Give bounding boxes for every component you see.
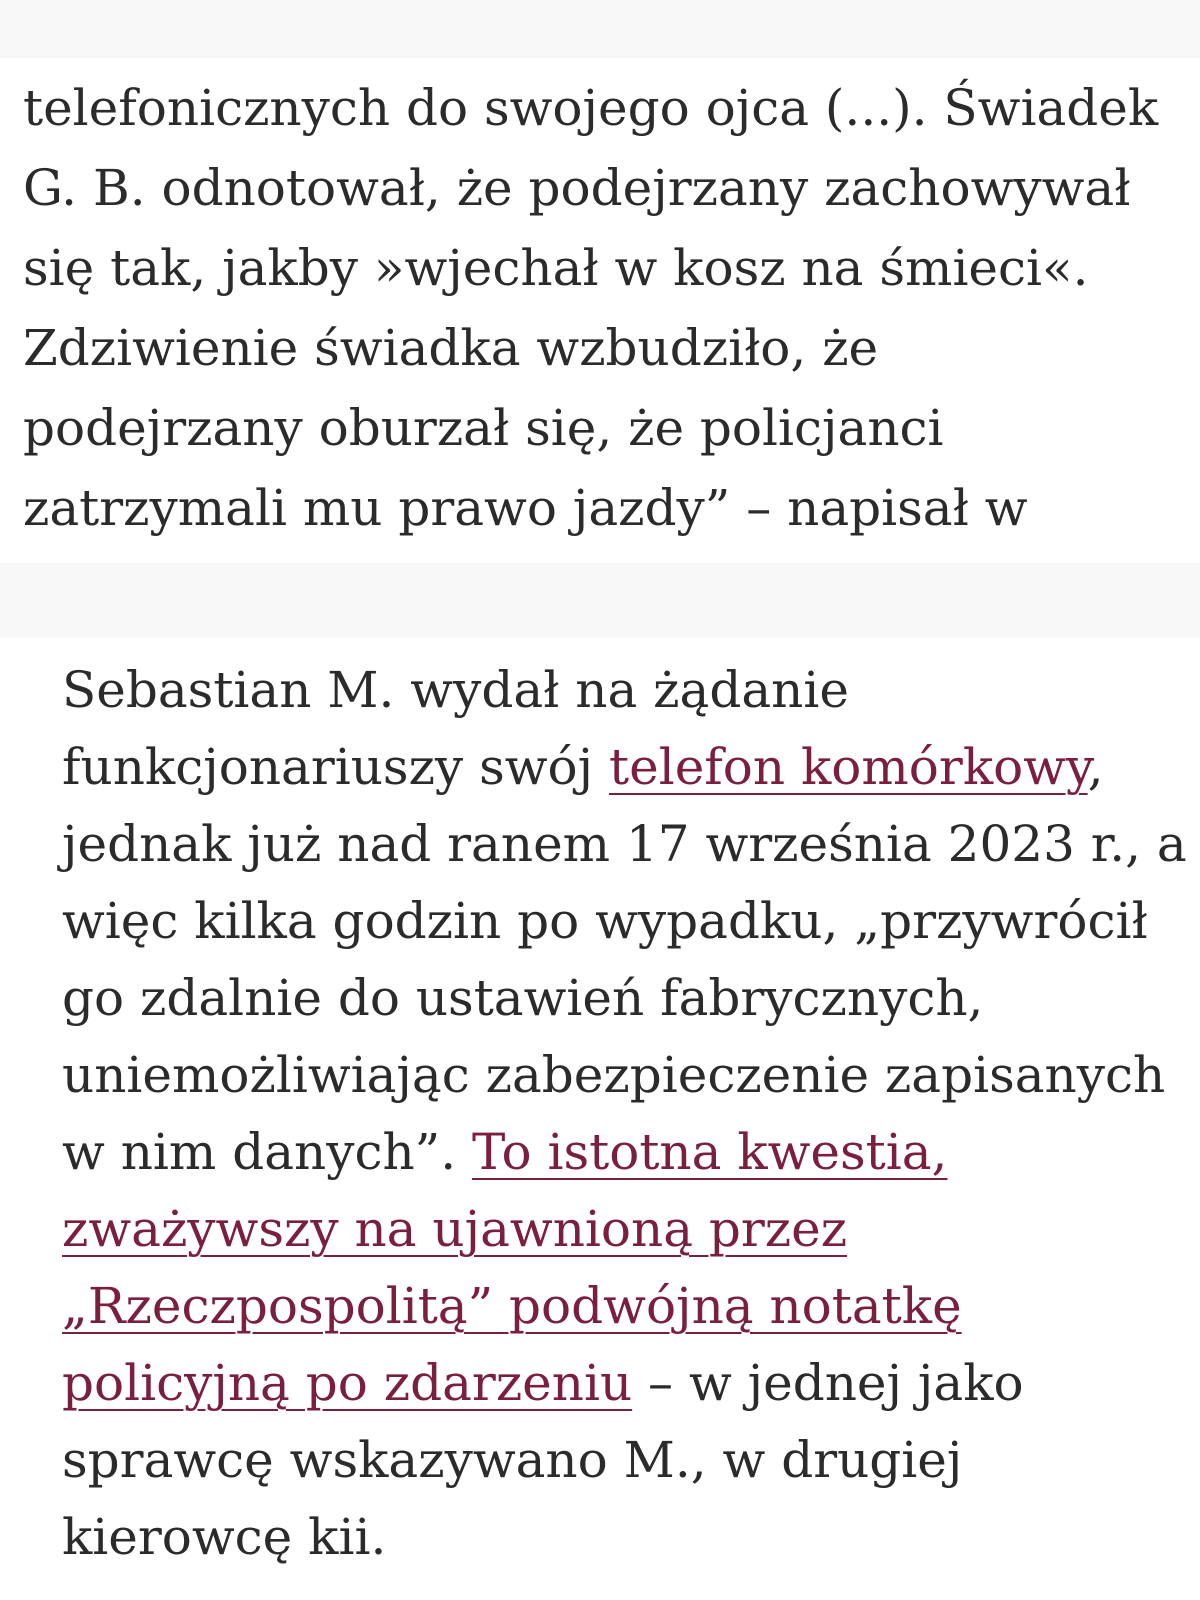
police-note-link[interactable]: policyjną po zdarzeniu: [62, 1354, 633, 1412]
upper-article-snippet: [0, 58, 1200, 563]
paragraph-line: [62, 729, 1182, 806]
paragraph-text: w nim danych”.: [62, 1123, 473, 1181]
paragraph-text: funkcjonariuszy swój: [62, 738, 610, 796]
police-note-link[interactable]: zważywszy na ujawnioną przez: [62, 1200, 848, 1258]
paragraph-text: ,: [1087, 738, 1104, 796]
paragraph-line: zatrzymali mu prawo jazdy” – napisał w: [23, 479, 1028, 537]
police-note-link[interactable]: To istotna kwestia,: [472, 1123, 948, 1181]
paragraph-line: [62, 1114, 1182, 1191]
lower-article-snippet: [0, 638, 1200, 1600]
paragraph-line: [62, 1268, 1182, 1345]
paragraph-line: G. B. odnotował, że podejrzany zachowywał: [23, 159, 1131, 217]
police-note-link[interactable]: „Rzeczpospolitą” podwójną notatkę: [62, 1277, 962, 1335]
paragraph-line: telefonicznych do swojego ojca (...). Świadek: [23, 79, 1159, 137]
paragraph-text: – w jednej jako: [632, 1354, 1024, 1412]
paragraph-line: więc kilka godzin po wypadku, „przywrócił: [62, 892, 1148, 950]
paragraph-line: Zdziwienie świadka wzbudziło, że: [23, 319, 879, 377]
paragraph-line: uniemożliwiając zabezpieczenie zapisanych: [62, 1046, 1166, 1104]
paragraph-line: sprawcę wskazywano M., w drugiej: [62, 1431, 963, 1489]
paragraph-line: podejrzany oburzał się, że policjanci: [23, 399, 944, 457]
upper-paragraph: [23, 68, 1193, 548]
paragraph-line: go zdalnie do ustawień fabrycznych,: [62, 969, 984, 1027]
paragraph-line: [62, 1191, 1182, 1268]
lower-paragraph: [62, 652, 1187, 1576]
paragraph-line: jednak już nad ranem 17 września 2023 r., a: [62, 815, 1187, 873]
phone-link[interactable]: telefon komórkowy: [609, 738, 1088, 796]
paragraph-line: Sebastian M. wydał na żądanie: [62, 661, 849, 719]
paragraph-line: się tak, jakby »wjechał w kosz na śmieci«.: [23, 239, 1089, 297]
section-divider: [0, 563, 1200, 638]
paragraph-line: kierowcę kii.: [62, 1508, 387, 1566]
paragraph-line: [62, 1345, 1182, 1422]
top-strip: [0, 0, 1200, 58]
